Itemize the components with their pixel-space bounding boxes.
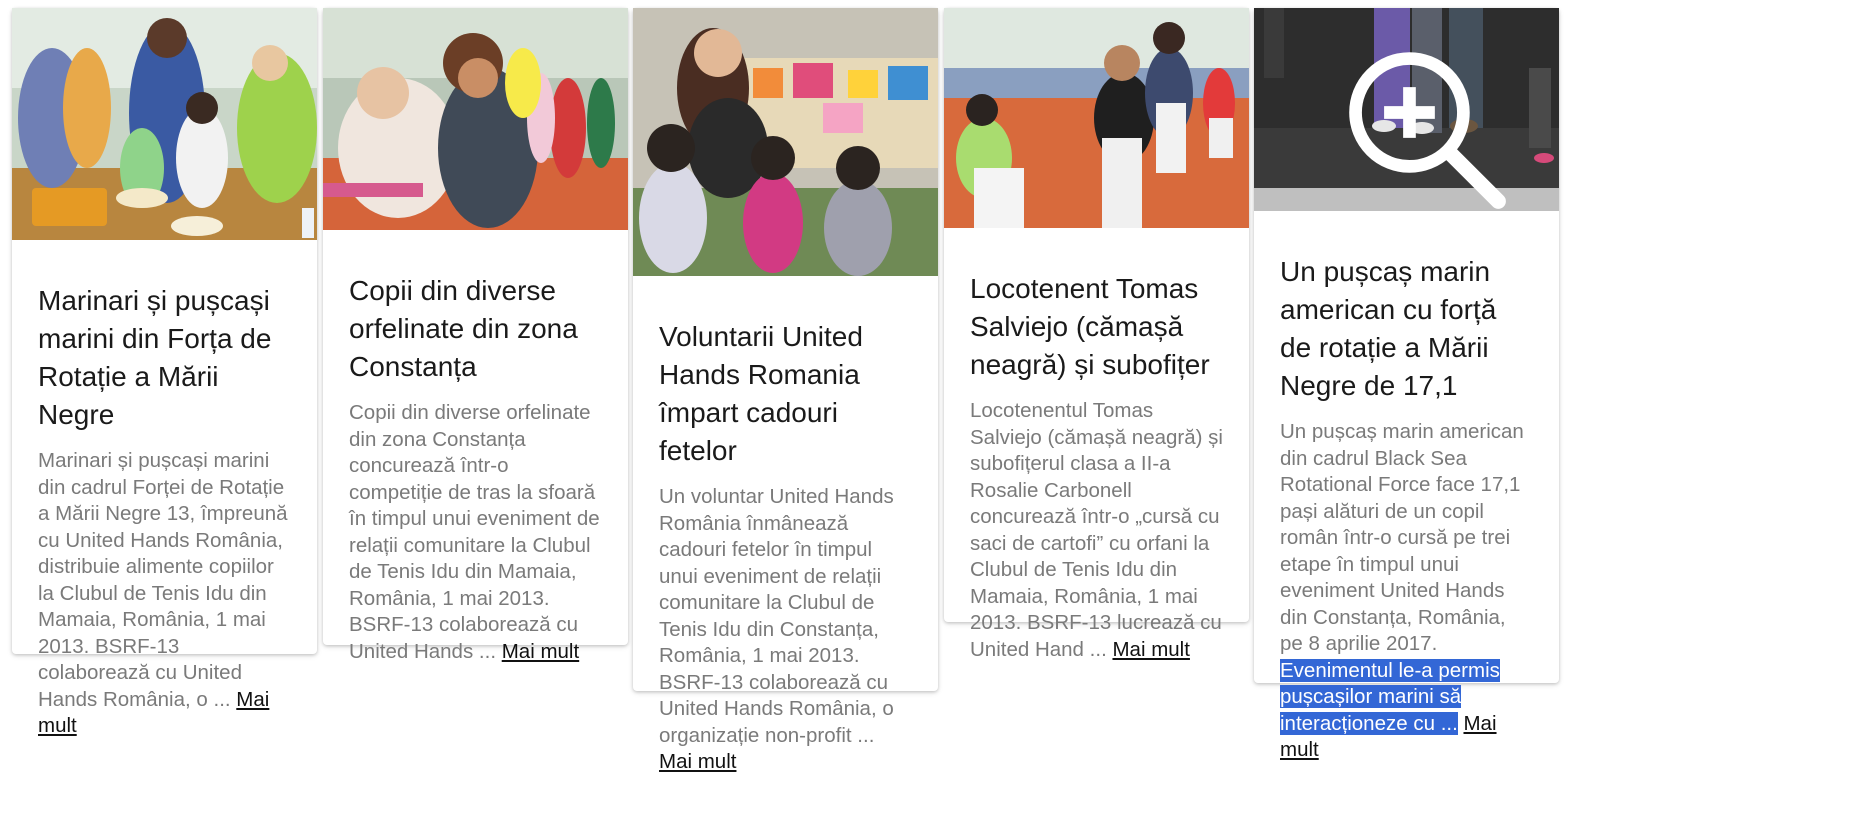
read-more-link[interactable]: Mai mult xyxy=(38,687,270,737)
article-card-4[interactable] xyxy=(944,8,1249,661)
card-description xyxy=(38,448,291,740)
zoom-in-icon[interactable] xyxy=(1276,30,1581,233)
sack-race-photo xyxy=(944,8,1249,228)
article-card-5[interactable] xyxy=(1254,8,1559,761)
article-card-3[interactable] xyxy=(633,8,938,773)
card-description xyxy=(970,398,1223,663)
ellipsis: ... xyxy=(1440,711,1458,735)
article-card-1[interactable] xyxy=(12,8,317,737)
card-description xyxy=(659,484,912,776)
card-title[interactable]: Locotenent Tomas Salviejo (cămașă neagră) și subofițer xyxy=(970,273,1210,380)
card-description-text: Un pușcaș marin american din cadrul Black Sea Rotational Force face 17,1 pași alături de un copil român într-o cursă pe trei etape în timpul unui eveniment United Hands din Constanța, România, pe 8 aprilie 2017. xyxy=(1280,420,1524,655)
card-title[interactable]: Marinari și pușcași marini din Forța de Rotație a Mării Negre xyxy=(38,285,272,430)
card-image[interactable] xyxy=(1254,8,1559,211)
volunteers-serving-food-photo xyxy=(12,8,317,240)
read-more-link[interactable]: Mai mult xyxy=(1280,711,1497,761)
read-more-link[interactable]: Mai mult xyxy=(659,750,737,773)
card-image[interactable] xyxy=(323,8,628,230)
card-description-text: Locotenentul Tomas Salviejo (cămașă neagră) și subofițerul clasa a II-a Rosalie Carbonell concurează într-o „cursă cu saci de cartofi” cu orfani la Clubul de Tenis Idu din Mamaia, România, 1 mai 2013. BSRF-13 lucrează cu United Hand xyxy=(970,399,1223,661)
card-title[interactable]: Copii din diverse orfelinate din zona Constanța xyxy=(349,275,578,382)
card-description xyxy=(1280,419,1533,764)
read-more-link[interactable]: Mai mult xyxy=(1112,637,1190,661)
card-image[interactable] xyxy=(944,8,1249,228)
article-card-2[interactable] xyxy=(323,8,628,663)
selected-text-content: Evenimentul le-a permis pușcașilor marini să interacționeze cu xyxy=(1280,658,1500,735)
gifts-for-girls-photo xyxy=(633,8,938,276)
card-description-text: Marinari și pușcași marini din cadrul Forței de Rotație a Mării Negre 13, împreună cu United Hands România, distribuie alimente copiilor la Clubul de Tenis Idu din Mamaia, România, 1 mai 2013. BSRF-13 colaborează cu United Hands România, o xyxy=(38,449,288,711)
ellipsis: ... xyxy=(1089,637,1107,661)
read-more-link[interactable]: Mai mult xyxy=(501,639,580,663)
card-description-text: Un voluntar United Hands România înmânează cadouri fetelor în timpul unui eveniment de relații comunitare la Clubul de Tenis Idu din Constanța, România, 1 mai 2013. BSRF-13 colaborează cu United Hands România, o organizație non-profit xyxy=(659,485,894,747)
ellipsis: ... xyxy=(213,687,231,711)
card-title[interactable]: Un pușcaș marin american cu forță de rotație a Mării Negre de 17,1 xyxy=(1280,256,1497,401)
card-description-text: Copii din diverse orfelinate din zona Constanța concurează într-o competiție de tras la sfoară în timpul unui eveniment de relații comunitare la Clubul de Tenis Idu din Mamaia, România, 1 mai 2013. BSRF-13 colaborează cu United Hands xyxy=(349,401,600,663)
card-image[interactable] xyxy=(633,8,938,276)
ellipsis: ... xyxy=(857,723,875,747)
ellipsis: ... xyxy=(478,639,497,663)
card-description xyxy=(349,400,602,665)
card-title[interactable]: Voluntarii United Hands Romania împart cadouri fetelor xyxy=(659,321,863,466)
card-image[interactable] xyxy=(12,8,317,240)
tug-of-war-photo xyxy=(323,8,628,230)
